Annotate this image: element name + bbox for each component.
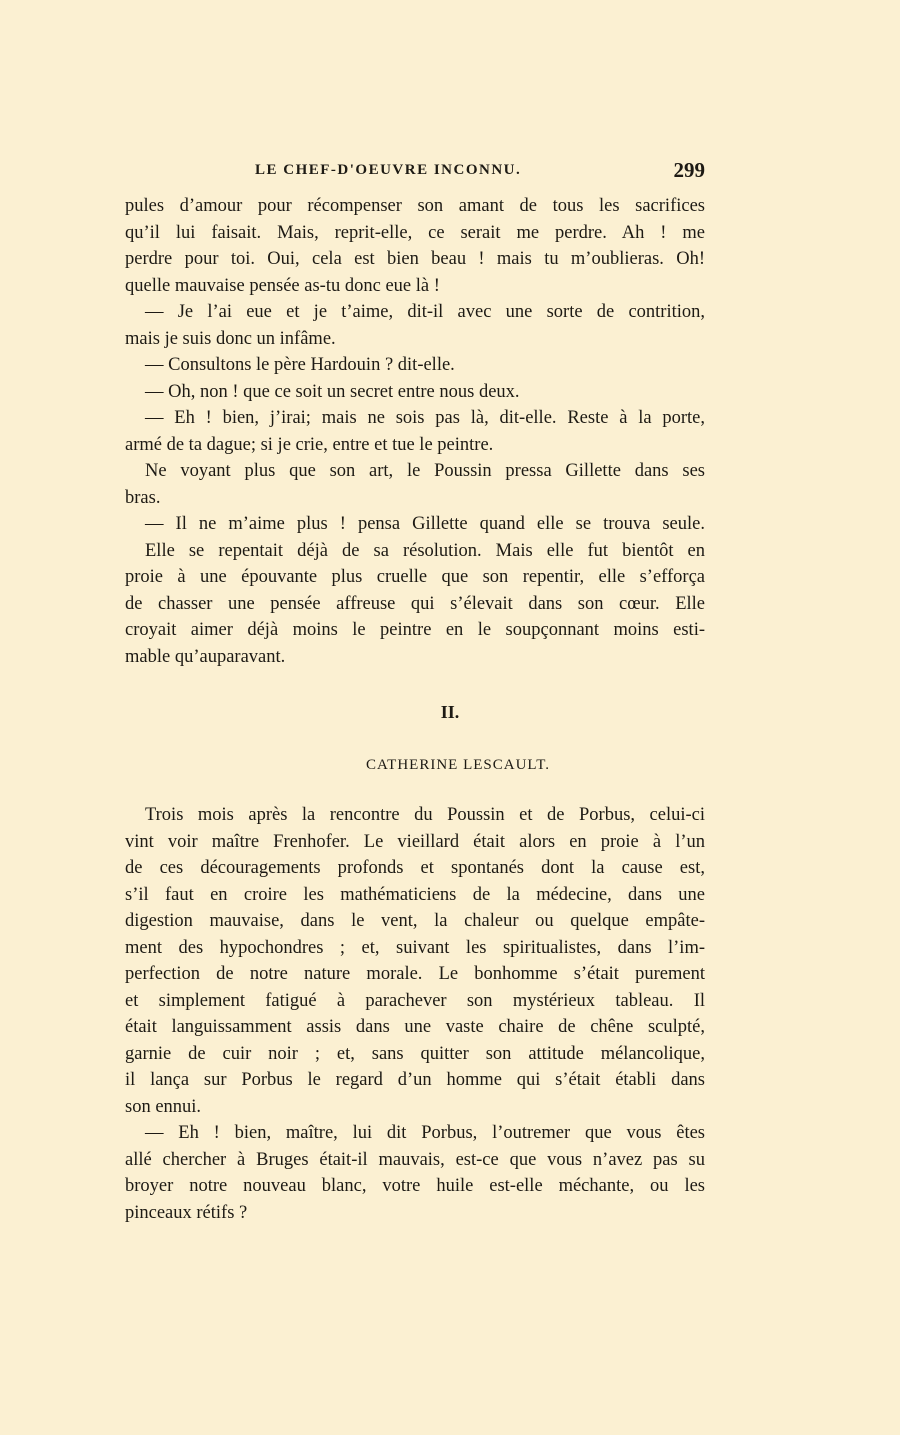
page-header [125,160,705,186]
text-line: pinceaux rétifs ? [125,1202,248,1223]
text-block-chapter [125,802,705,1226]
text-line: mais je suis donc un infâme. [125,328,336,349]
text-line: — Je l’ai eue et je t’aime, dit-il avec une sorte de contrition, [145,302,705,322]
text-line: — Eh ! bien, j’irai; mais ne sois pas là, dit-elle. Reste à la porte, [145,408,705,428]
chapter-title: CATHERINE LESCAULT. [366,757,550,773]
text-line: bras. [125,487,161,508]
text-line: allé chercher à Bruges était-il mauvais, est-ce que vous n’avez pas su [125,1149,705,1170]
text-line: digestion mauvaise, dans le vent, la chaleur ou quelque empâte- [125,911,705,931]
text-line: mable qu’auparavant. [125,646,286,667]
text-line: son ennui. [125,1096,202,1117]
page-number: 299 [673,158,705,182]
text-line: de ces découragements profonds et spontanés dont la cause est, [125,858,705,878]
text-line: croyait aimer déjà moins le peintre en le soupçonnant moins esti- [125,620,705,640]
text-line: pules d’amour pour récompenser son amant de tous les sacrifices [125,196,705,216]
running-title: LE CHEF-D'OEUVRE INCONNU. [255,162,522,178]
text-line: qu’il lui faisait. Mais, reprit-elle, ce serait me perdre. Ah ! me [125,222,705,243]
text-line: vint voir maître Frenhofer. Le vieillard était alors en proie à l’un [125,831,705,852]
text-line: Elle se repentait déjà de sa résolution. Mais elle fut bientôt en [145,540,705,561]
chapter-numeral: II. [440,702,460,722]
text-line: et simplement fatigué à parachever son mystérieux tableau. Il [125,990,705,1011]
text-line: — Il ne m’aime plus ! pensa Gillette quand elle se trouva seule. [145,514,705,534]
text-block-continuation [125,193,705,670]
text-line: broyer notre nouveau blanc, votre huile est-elle méchante, ou les [125,1176,705,1196]
text-line: — Eh ! bien, maître, lui dit Porbus, l’outremer que vous êtes [145,1123,705,1143]
text-line: — Consultons le père Hardouin ? dit-elle. [145,355,455,375]
text-line: ment des hypochondres ; et, suivant les spiritualistes, dans l’im- [125,937,705,958]
text-line: Trois mois après la rencontre du Poussin et de Porbus, celui-ci [145,805,705,825]
text-line: perdre pour toi. Oui, cela est bien beau ! mais tu m’oublieras. Oh! [125,249,705,269]
text-line: proie à une épouvante plus cruelle que son repentir, elle s’efforça [125,567,705,587]
text-line: garnie de cuir noir ; et, sans quitter son attitude mélancolique, [125,1043,705,1064]
text-line: — Oh, non ! que ce soit un secret entre nous deux. [145,381,520,402]
text-line: perfection de notre nature morale. Le bonhomme s’était purement [125,964,705,984]
text-line: Ne voyant plus que son art, le Poussin pressa Gillette dans ses [145,461,705,481]
text-line: armé de ta dague; si je crie, entre et tue le peintre. [125,434,494,455]
text-line: s’il faut en croire les mathématiciens de la médecine, dans une [125,884,705,905]
text-line: quelle mauvaise pensée as-tu donc eue là ! [125,275,440,296]
text-line: était languissamment assis dans une vaste chaire de chêne sculpté, [125,1017,705,1037]
text-line: il lança sur Porbus le regard d’un homme qui s’était établi dans [125,1070,705,1090]
text-line: de chasser une pensée affreuse qui s’élevait dans son cœur. Elle [125,593,705,614]
